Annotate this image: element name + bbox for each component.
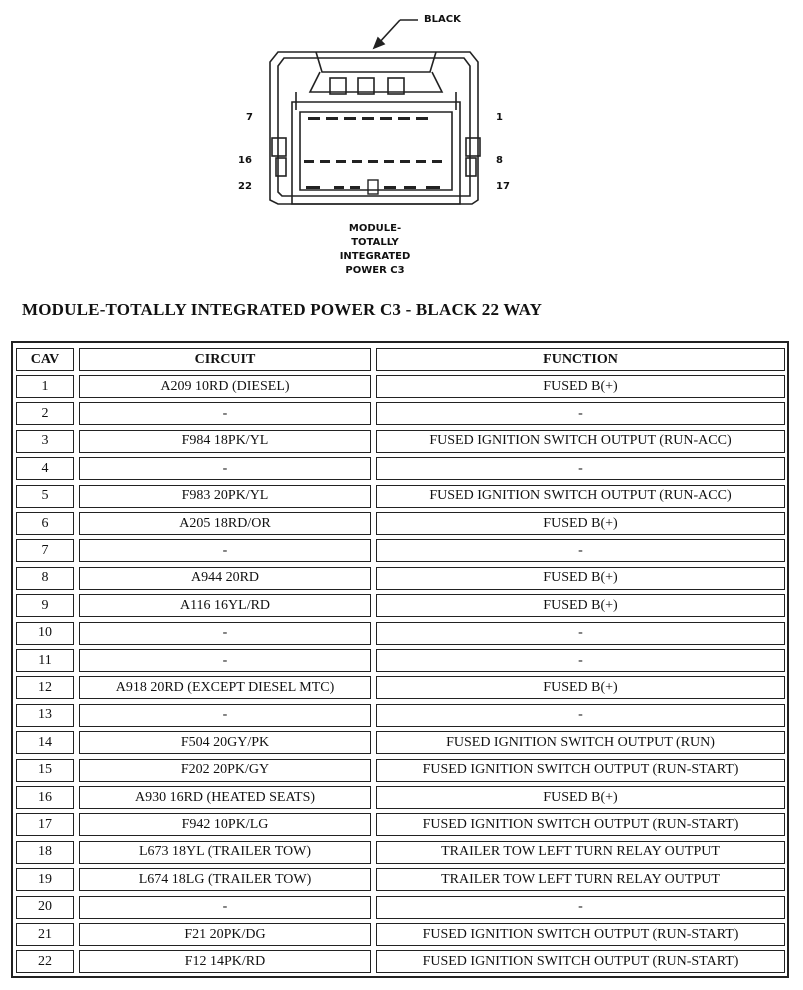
table-row [16,786,784,809]
cell-circuit: F983 20PK/YL [79,485,371,508]
cell-cav: 17 [16,813,74,836]
table-row [16,868,784,891]
cell-cav: 21 [16,923,74,946]
table-row [16,731,784,754]
cell-function: FUSED B(+) [376,786,785,809]
table-row [16,594,784,617]
connector-caption-line: INTEGRATED [339,251,411,262]
cell-cav: 8 [16,567,74,590]
cell-function: FUSED IGNITION SWITCH OUTPUT (RUN-START) [376,923,785,946]
connector-caption [320,222,430,278]
cell-cav: 13 [16,704,74,727]
table-row [16,759,784,782]
pin-label-1: 1 [496,112,503,123]
table-row [16,430,784,453]
cell-circuit: A918 20RD (EXCEPT DIESEL MTC) [79,676,371,699]
cell-function: TRAILER TOW LEFT TURN RELAY OUTPUT [376,841,785,864]
table-row [16,457,784,480]
table-header-row [16,348,784,371]
table-row [16,402,784,425]
pin-label-8: 8 [496,155,503,166]
cell-circuit: - [79,539,371,562]
connector-caption-line: MODULE- [348,223,402,234]
cell-function: FUSED B(+) [376,567,785,590]
cell-cav: 11 [16,649,74,672]
cell-cav: 9 [16,594,74,617]
cell-cav: 15 [16,759,74,782]
cell-circuit: F202 20PK/GY [79,759,371,782]
header-function: FUNCTION [376,348,785,371]
cell-cav: 7 [16,539,74,562]
cell-function: FUSED B(+) [376,375,785,398]
cell-circuit: - [79,649,371,672]
cell-function: - [376,457,785,480]
cell-function: FUSED B(+) [376,594,785,617]
cell-function: - [376,896,785,919]
cell-cav: 2 [16,402,74,425]
table-row [16,813,784,836]
cell-function: FUSED B(+) [376,512,785,535]
cell-circuit: L673 18YL (TRAILER TOW) [79,841,371,864]
connector-color-label: BLACK [424,14,461,25]
cell-function: FUSED IGNITION SWITCH OUTPUT (RUN-ACC) [376,485,785,508]
table-row [16,923,784,946]
cell-cav: 10 [16,622,74,645]
cell-cav: 20 [16,896,74,919]
cell-cav: 16 [16,786,74,809]
cell-circuit: F12 14PK/RD [79,950,371,973]
pin-label-7: 7 [246,112,253,123]
table-row [16,512,784,535]
cell-cav: 12 [16,676,74,699]
page-title: MODULE-TOTALLY INTEGRATED POWER C3 - BLACK 22 WAY [22,300,543,319]
cell-circuit: A205 18RD/OR [79,512,371,535]
cell-function: FUSED B(+) [376,676,785,699]
table-row [16,567,784,590]
pin-label-22: 22 [238,181,252,192]
cell-circuit: F504 20GY/PK [79,731,371,754]
cell-cav: 3 [16,430,74,453]
table-row [16,485,784,508]
connector-diagram [0,0,803,300]
cell-function: - [376,704,785,727]
cell-function: - [376,649,785,672]
table-row [16,841,784,864]
cell-circuit: F942 10PK/LG [79,813,371,836]
cell-circuit: - [79,622,371,645]
cell-cav: 5 [16,485,74,508]
cell-circuit: - [79,704,371,727]
cell-function: - [376,539,785,562]
cell-circuit: F984 18PK/YL [79,430,371,453]
cell-circuit: A116 16YL/RD [79,594,371,617]
table-row [16,950,784,973]
table-row [16,539,784,562]
cell-function: FUSED IGNITION SWITCH OUTPUT (RUN-START) [376,950,785,973]
table-row [16,896,784,919]
cell-circuit: - [79,402,371,425]
table-row [16,704,784,727]
table-row [16,622,784,645]
cell-circuit: L674 18LG (TRAILER TOW) [79,868,371,891]
cell-cav: 18 [16,841,74,864]
cell-function: FUSED IGNITION SWITCH OUTPUT (RUN-START) [376,759,785,782]
cell-cav: 22 [16,950,74,973]
cell-circuit: - [79,896,371,919]
cell-circuit: F21 20PK/DG [79,923,371,946]
cell-circuit: A209 10RD (DIESEL) [79,375,371,398]
cell-cav: 6 [16,512,74,535]
table-row [16,649,784,672]
cell-circuit: A930 16RD (HEATED SEATS) [79,786,371,809]
table-row [16,676,784,699]
cell-function: FUSED IGNITION SWITCH OUTPUT (RUN) [376,731,785,754]
cell-function: FUSED IGNITION SWITCH OUTPUT (RUN-START) [376,813,785,836]
cell-cav: 19 [16,868,74,891]
connector-caption-line: TOTALLY [351,237,399,248]
cell-circuit: A944 20RD [79,567,371,590]
connector-caption-line: POWER C3 [345,265,405,276]
header-circuit: CIRCUIT [79,348,371,371]
cell-function: FUSED IGNITION SWITCH OUTPUT (RUN-ACC) [376,430,785,453]
pin-label-16: 16 [238,155,252,166]
cell-function: TRAILER TOW LEFT TURN RELAY OUTPUT [376,868,785,891]
cell-function: - [376,622,785,645]
pinout-table [11,341,789,978]
pin-label-17: 17 [496,181,510,192]
cell-cav: 1 [16,375,74,398]
cell-circuit: - [79,457,371,480]
cell-function: - [376,402,785,425]
header-cav: CAV [16,348,74,371]
cell-cav: 4 [16,457,74,480]
table-row [16,375,784,398]
cell-cav: 14 [16,731,74,754]
